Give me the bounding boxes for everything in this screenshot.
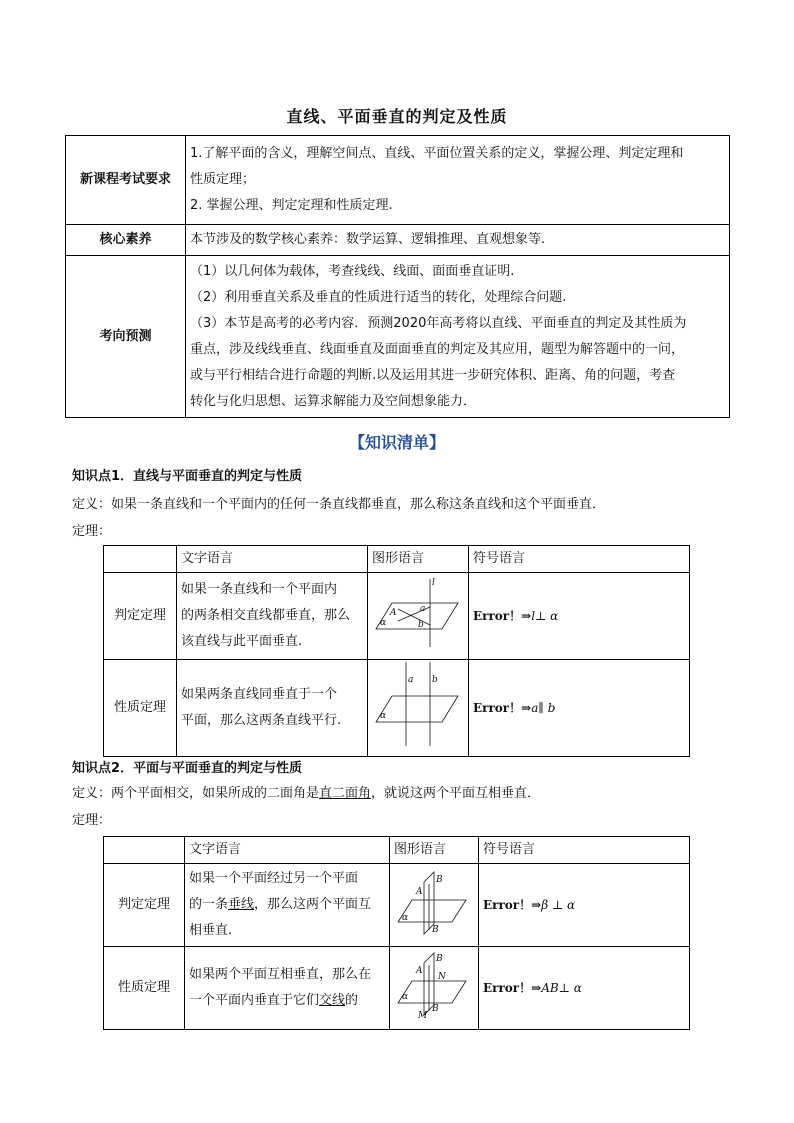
definition-text: 定义：两个平面相交，如果所成的二面角是 — [72, 786, 320, 801]
parallel-lines-figure — [372, 660, 462, 746]
text-line: 1.了解平面的含义，理解空间点、直线、平面位置关系的定义，掌握公理、判定定理和 — [190, 146, 684, 161]
fig-label: α — [380, 711, 387, 721]
symbol-expr: a∥ b — [531, 700, 556, 715]
row-text — [177, 573, 368, 660]
text-line: 如果一条直线和一个平面内 — [181, 582, 338, 597]
column-header: 符号语言 — [469, 546, 690, 573]
symbol-prefix: Error！⇒ — [473, 608, 532, 623]
kp1-heading: 知识点1．直线与平面垂直的判定与性质 — [72, 469, 303, 484]
column-header: 图形语言 — [390, 837, 479, 864]
column-header: 文字语言 — [185, 837, 390, 864]
fig-label: A — [416, 966, 423, 976]
fig-label: b — [418, 620, 424, 630]
text-line: 本节涉及的数学核心素养：数学运算、逻辑推理、直观想象等. — [190, 232, 546, 247]
definition-text: ，就说这两个平面互相垂直． — [371, 786, 541, 801]
plane-perp-plane-figure — [394, 864, 470, 936]
text-term: 交线 — [319, 993, 346, 1008]
text-span: ，那么这两个平面互 — [254, 897, 372, 912]
fig-label: A — [390, 608, 397, 618]
fig-label: α — [402, 992, 409, 1002]
row-content — [186, 136, 730, 225]
fig-label: l — [432, 578, 435, 588]
row-text — [177, 660, 368, 757]
fig-label: α — [402, 913, 409, 923]
row-content — [186, 225, 730, 256]
symbol-prefix: Error！⇒ — [473, 700, 532, 715]
text-line: 重点，涉及线线垂直、线面垂直及面面垂直的判定及其应用，题型为解答题中的一问， — [190, 341, 685, 357]
figure-cell — [368, 573, 469, 660]
text-line: （1）以几何体为载体，考查线线、线面、面面垂直证明. — [190, 263, 515, 279]
column-header — [104, 546, 177, 573]
fig-label: B — [432, 1004, 439, 1014]
fig-label: M — [418, 1011, 428, 1019]
symbol-cell — [469, 660, 690, 757]
fig-label: a — [408, 675, 414, 685]
column-header: 符号语言 — [479, 837, 690, 864]
row-text — [185, 864, 390, 947]
fig-label: b — [432, 675, 438, 685]
page-title: 直线、平面垂直的判定及性质 — [286, 107, 508, 126]
text-line: （3）本节是高考的必考内容．预测2020年高考将以直线、平面垂直的判定及其性质为 — [190, 315, 687, 331]
text-line: 如果两条直线同垂直于一个 — [181, 687, 338, 702]
symbol-cell — [479, 947, 690, 1030]
column-header — [104, 837, 185, 864]
text-line: 的两条相交直线都垂直，那么 — [181, 608, 351, 623]
text-line: （2）利用垂直关系及垂直的性质进行适当的转化，处理综合问题. — [190, 289, 567, 305]
kp2-theorem-label: 定理： — [72, 813, 112, 828]
symbol-cell — [479, 864, 690, 947]
kp2-definition — [72, 782, 540, 801]
text-term: 垂线 — [228, 897, 255, 912]
fig-label: α — [380, 618, 387, 628]
text-line: 如果两个平面互相垂直，那么在 — [189, 967, 372, 982]
symbol-cell — [469, 573, 690, 660]
requirements-table — [65, 135, 730, 418]
text-line: 2. 掌握公理、判定定理和性质定理. — [190, 198, 393, 213]
row-name: 性质定理 — [104, 660, 177, 757]
row-name: 性质定理 — [104, 947, 185, 1030]
text-line: 性质定理； — [190, 172, 256, 187]
fig-label: B — [436, 875, 443, 885]
row-text — [185, 947, 390, 1030]
kp1-table — [103, 545, 690, 757]
figure-cell — [368, 660, 469, 757]
symbol-prefix: Error！⇒ — [483, 897, 542, 912]
figure-cell — [390, 947, 479, 1030]
symbol-expr: l⊥ α — [531, 608, 559, 623]
text-span: 的一条 — [189, 897, 229, 912]
row-name: 判定定理 — [104, 864, 185, 947]
row-header: 核心素养 — [66, 225, 186, 256]
text-span: 的 — [345, 993, 359, 1008]
fig-label: a — [420, 604, 426, 614]
kp1-definition: 定义：如果一条直线和一个平面内的任何一条直线都垂直，那么称这条直线和这个平面垂直． — [72, 497, 606, 512]
row-header: 考向预测 — [66, 256, 186, 418]
section-title: 【知识清单】 — [348, 433, 445, 452]
fig-label: B — [436, 954, 443, 964]
definition-term: 直二面角 — [319, 786, 372, 801]
text-line: 平面，那么这两条直线平行. — [181, 713, 342, 728]
fig-label: A — [416, 887, 423, 897]
row-content — [186, 256, 730, 418]
line-perp-plane-figure — [372, 573, 462, 649]
column-header: 图形语言 — [368, 546, 469, 573]
symbol-expr: AB⊥ α — [541, 980, 582, 995]
figure-cell — [390, 864, 479, 947]
text-line — [189, 892, 385, 918]
text-line — [189, 988, 385, 1014]
kp2-heading: 知识点2．平面与平面垂直的判定与性质 — [72, 761, 303, 776]
kp2-table — [103, 836, 690, 1030]
text-line: 该直线与此平面垂直. — [181, 634, 303, 649]
symbol-prefix: Error！⇒ — [483, 980, 542, 995]
text-span: 一个平面内垂直于它们 — [189, 993, 320, 1008]
column-header: 文字语言 — [177, 546, 368, 573]
text-line: 或与平行相结合进行命题的判断.以及运用其进一步研究体积、距离、角的问题，考查 — [190, 367, 676, 383]
fig-label: N — [438, 972, 446, 982]
text-line: 如果一个平面经过另一个平面 — [189, 871, 359, 886]
kp1-theorem-label: 定理： — [72, 524, 112, 539]
fig-label: B — [432, 925, 439, 935]
row-header: 新课程考试要求 — [66, 136, 186, 225]
text-line: 转化与化归思想、运算求解能力及空间想象能力． — [190, 393, 477, 409]
text-line: 相垂直. — [189, 923, 233, 938]
row-name: 判定定理 — [104, 573, 177, 660]
plane-perp-property-figure — [394, 947, 470, 1019]
symbol-expr: β ⊥ α — [541, 897, 576, 912]
